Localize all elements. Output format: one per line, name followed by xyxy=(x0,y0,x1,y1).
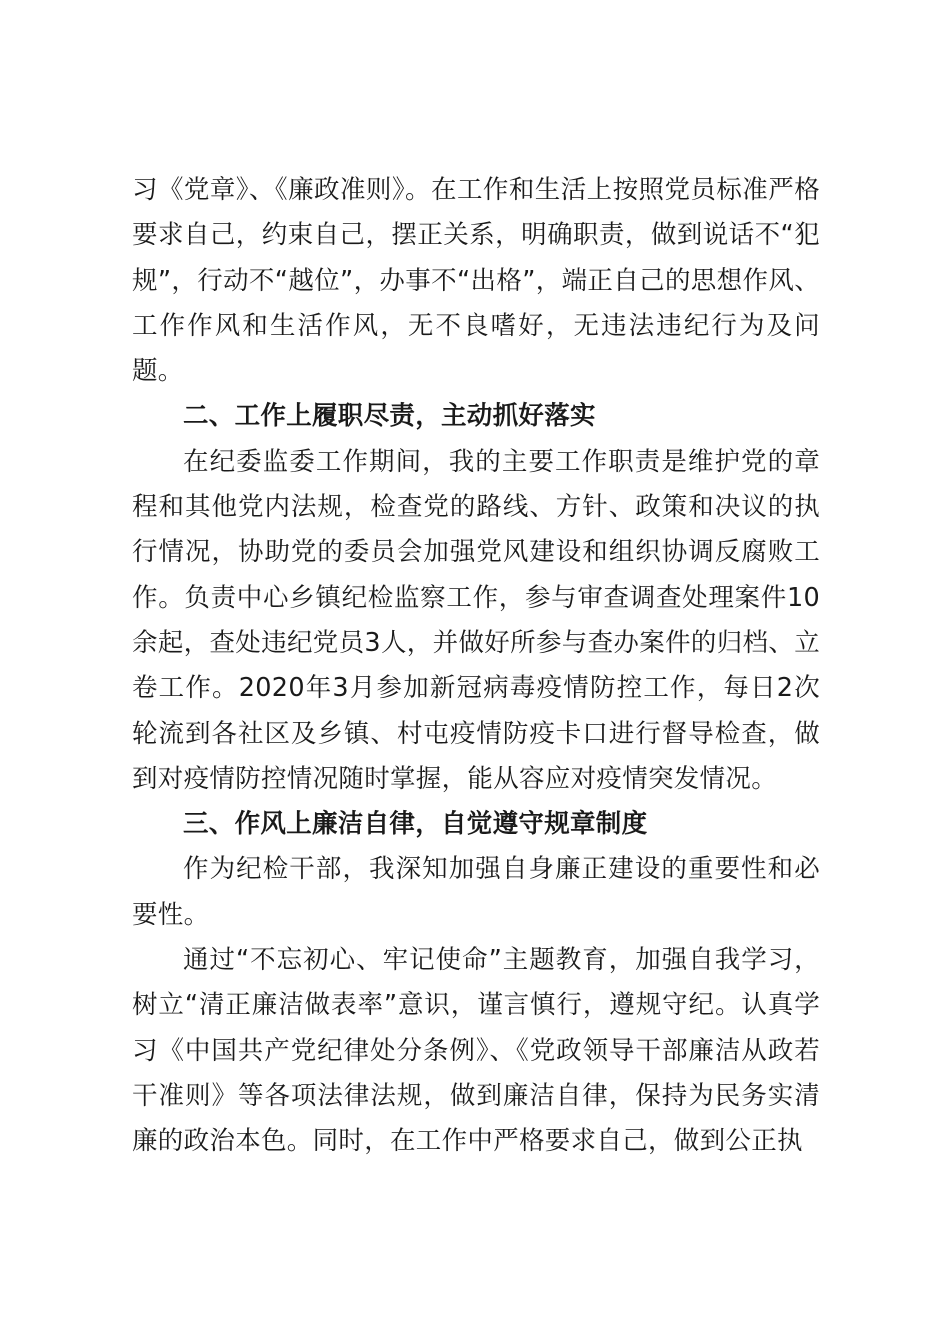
document-body xyxy=(132,168,820,1165)
paragraph-continuation: 习《党章》、《廉政准则》。在工作和生活上按照党员标准严格要求自己，约束自己，摆正关系，明确职责，做到说话不“犯规”，行动不“越位”，办事不“出格”，端正自己的思想作风、工作作风和生活作风，无不良嗜好，无违法违纪行为及问题。 xyxy=(132,175,820,387)
section-heading-two: 二、工作上履职尽责，主动抓好落实 xyxy=(183,401,596,432)
paragraph-duties: 在纪委监委工作期间，我的主要工作职责是维护党的章程和其他党内法规，检查党的路线、方针、政策和决议的执行情况，协助党的委员会加强党风建设和组织协调反腐败工作。负责中心乡镇纪检监察工作，参与审查调查处理案件10余起，查处违纪党员3人，并做好所参与查办案件的归档、立卷工作。2020年3月参加新冠病毒疫情防控工作，每日2次轮流到各社区及乡镇、村屯疫情防疫卡口进行督导检查，做到对疫情防控情况随时掌握，能从容应对疫情突发情况。 xyxy=(132,446,820,794)
paragraph-study: 通过“不忘初心、牢记使命”主题教育，加强自我学习，树立“清正廉洁做表率”意识，谨言慎行，遵规守纪。认真学习《中国共产党纪律处分条例》、《党政领导干部廉洁从政若干准则》等各项法律法规，做到廉洁自律，保持为民务实清廉的政治本色。同时，在工作中严格要求自己，做到公正执 xyxy=(132,945,820,1157)
section-heading-three: 三、作风上廉洁自律，自觉遵守规章制度 xyxy=(183,809,648,840)
paragraph-integrity: 作为纪检干部，我深知加强自身廉正建设的重要性和必要性。 xyxy=(132,854,820,930)
